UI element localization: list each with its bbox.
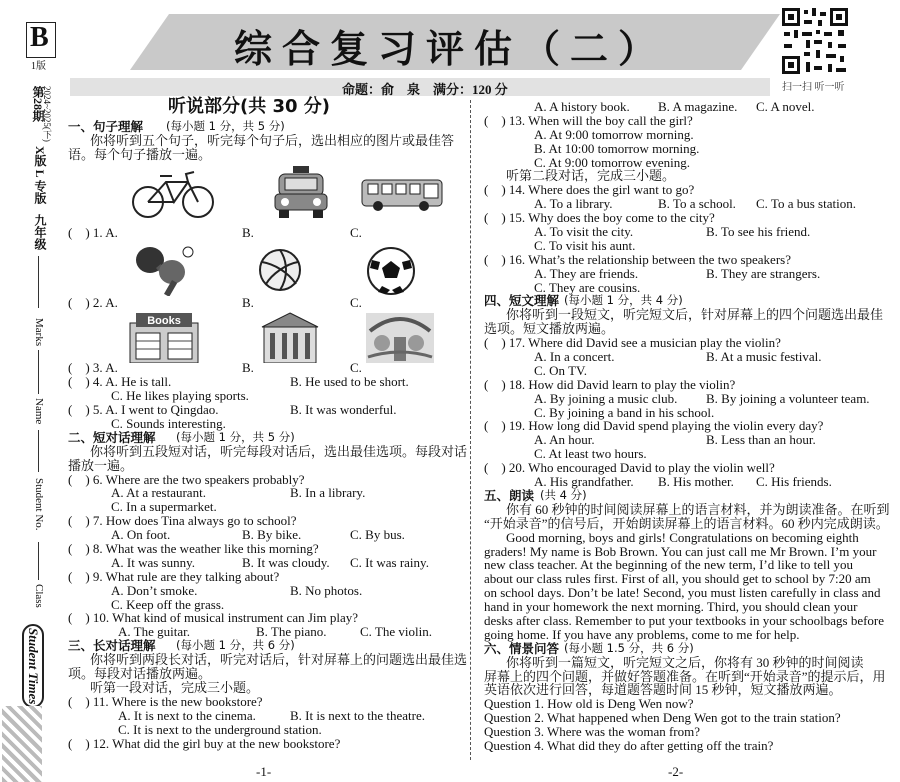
question-13-option-b: B. At 10:00 tomorrow morning. [534,140,700,156]
speaking-question: Question 3. Where was the woman from? [484,724,701,740]
question-3: ( ) 3. A. B. C. [68,360,362,376]
library-image [260,311,320,363]
question-6-options: A. At a restaurant. B. In a library. [111,485,366,501]
question-4: ( ) 4. A. He is tall. B. He used to be short. [68,374,409,390]
section-5-title: 五、朗读 (共 4 分) [484,487,587,503]
question-17-options: A. In a concert. B. At a music festival. [534,349,822,365]
football-image [366,246,416,296]
page-title: 综合复习评估（二） [233,27,666,71]
question-12-options: A. A history book. B. A magazine. C. A novel. [534,99,815,114]
section-6-desc: 屏幕上的四个问题，并做好答题准备。在听到“开始录音”的提示后，用 [484,668,886,684]
question-20: ( ) 20. Who encouraged David to play the violin well? [484,460,775,476]
question-17: ( ) 17. Where did David see a musician play the violin? [484,335,781,351]
section-1-title: 一、句子理解 (每小题 1 分，共 5 分) [68,119,285,134]
question-9-options: A. Don’t smoke. B. No photos. [111,582,363,598]
question-10: ( ) 10. What kind of musical instrument can Jim play? [68,610,359,626]
question-14: ( ) 14. Where does the girl want to go? [484,182,695,198]
question-16: ( ) 16. What’s the relationship between the two speakers? [484,251,791,267]
question-15-options: A. To visit the city. B. To see his friend. [534,224,811,240]
question-5: ( ) 5. A. I went to Qingdao. B. It was wonderful. [68,402,397,418]
question-11-options: A. It is next to the cinema. B. It is next to the theatre. [118,707,426,723]
passage-line: graders! My name is Bob Brown. You can just call me Mr Brown. I’m your [484,543,877,559]
question-12: ( ) 12. What did the girl buy at the new bookstore? [68,735,341,751]
section-2-desc: 播放一遍。 [68,457,134,473]
ping-pong-image [132,244,198,296]
student-no-label: Student No. [33,478,45,531]
question-1: ( ) 1. A. B. C. [68,224,362,240]
part-2-label: 听第二段对话，完成三小题。 [506,168,676,184]
qr-caption: 扫一扫 听一听 [782,82,845,93]
question-17-option-c: C. On TV. [534,362,587,378]
page-number-1: -1- [256,764,272,779]
question-10-options: A. The guitar. B. The piano. C. The violin. [118,624,432,640]
passage-line: Good morning, boys and girls! Congratulations on becoming eighth [506,529,859,545]
section-4-title: 四、短文理解 (每小题 1 分，共 4 分) [484,293,683,309]
page-number-2: -2- [668,764,684,779]
section-3-desc: 你将听到两段长对话，听完对话后，针对屏幕上的问题选出最佳选 [90,652,468,668]
corner-pattern [2,706,42,782]
question-13-option-a: A. At 9:00 tomorrow morning. [534,126,694,142]
question-15: ( ) 15. Why does the boy come to the city? [484,210,715,226]
section-3-desc: 项。每段对话播放两遍。 [68,666,212,682]
section-1-desc: 语。每个句子播放一遍。 [68,146,212,162]
bus-image [360,178,444,212]
left-column [68,96,468,751]
passage-line: desks after class. Remember to put your textbooks in your schoolbags before [484,612,885,628]
volleyball-image [258,248,302,292]
grade-label: 九年级 [33,214,47,250]
side-strip [0,0,58,782]
question-14-options: A. To a library. B. To a school. C. To a bus station. [534,196,856,212]
question-7: ( ) 7. How does Tina always go to school? [68,513,297,529]
question-8-options: A. It was sunny. B. It was cloudy. C. It was rainy. [111,554,429,570]
section-6-desc: 英语依次进行回答，每道题答题时间 15 秒钟，短文播放两遍。 [484,682,842,698]
speaking-question: Question 4. What did they do after getting off the train? [484,737,774,753]
passage-line: about our class rules first. First of all, you should get to school by 7:20 am [484,571,871,587]
section-6-title: 六、情景问答 (每小题 1.5 分，共 6 分) [484,640,694,656]
section-3-part1: 听第一段对话，完成三小题。 [90,679,260,695]
zoo-image [364,311,436,363]
question-11: ( ) 11. Where is the new bookstore? [68,693,263,709]
section-title: 听说部分(共 30 分) [168,96,331,117]
question-15-option-c: C. To visit his aunt. [534,237,636,253]
question-13-option-c: C. At 9:00 tomorrow evening. [534,154,690,170]
question-19-options: A. An hour. B. Less than an hour. [534,432,816,448]
question-20-options: A. His grandfather. B. His mother. C. His friends. [534,474,832,490]
column-divider [470,100,471,760]
section-6-desc: 你将听到一篇短文，听完短文之后，你将有 30 秒钟的时间阅读 [506,654,864,670]
question-18-option-c: C. By joining a band in his school. [534,404,715,420]
edition-sub: 1版 [31,61,46,72]
question-2: ( ) 2. A. B. C. [68,294,362,310]
passage-line: on school days. Don’t be late! Second, you must listen carefully in class and [484,585,881,601]
section-2-title: 二、短对话理解 (每小题 1 分，共 5 分) [68,429,295,445]
question-9: ( ) 9. What rule are they talking about? [68,568,280,584]
question-6-option-c: C. In a supermarket. [111,499,217,515]
speaking-question: Question 1. How old is Deng Wen now? [484,696,694,712]
question-4-option-c: C. He likes playing sports. [111,388,249,404]
question-19-option-c: C. At least two hours. [534,446,647,462]
question-7-options: A. On foot. B. By bike. C. By bus. [111,527,405,543]
section-4-desc: 选项。短文播放两遍。 [484,321,615,337]
section-3-title: 三、长对话理解 (每小题 1 分，共 6 分) [68,638,295,654]
meta-bar [70,78,770,96]
question-18-options: A. By joining a music club. B. By joining a volunteer team. [534,390,870,406]
question-16-options: A. They are friends. B. They are strangers. [534,265,821,281]
speaking-question: Question 2. What happened when Deng Wen got to the train station? [484,710,841,726]
version-label: X版 L 专版 [33,146,47,205]
section-4-desc: 你将听到一段短文，听完短文后，针对屏幕上的四个问题选出最佳 [506,307,884,323]
question-16-option-c: C. They are cousins. [534,279,641,295]
passage-line: new class teacher. At the beginning of the new term, I’d like to tell you [484,557,853,573]
passage-line: going home. If you have any problems, come to me for help. [484,626,800,642]
question-6: ( ) 6. Where are the two speakers probably? [68,471,305,487]
right-column [484,99,890,753]
class-label: Class [33,584,45,608]
question-11-option-c: C. It is next to the underground station. [118,721,322,737]
marks-label: Marks [33,318,45,347]
meta-text: 命题：俞 泉 满分：120 分 [342,82,508,97]
passage-line: hand in your homework the next morning. Third, you should clean your [484,599,858,615]
section-5-desc: 你有 60 秒钟的时间阅读屏幕上的语言材料，并为朗读准备。在听到 [506,501,890,517]
bookstore-image [128,311,200,363]
question-18: ( ) 18. How did David learn to play the violin? [484,376,736,392]
issue-label: 第28期 [31,86,45,122]
section-1-desc: 你将听到五个句子，听完每个句子后，选出相应的图片或最佳答 [90,132,455,148]
year-label: 2024~2025(下) [42,86,52,142]
section-5-desc: “开始录音”的信号后，开始朗读屏幕上的语言材料。60 秒内完成朗读。 [484,515,889,531]
name-label: Name [33,398,45,425]
bicycle-image [130,168,216,220]
question-19: ( ) 19. How long did David spend playing the violin every day? [484,418,824,434]
taxi-image [273,164,329,220]
svg-text:Books: Books [147,315,181,328]
section-2-desc: 你将听到五段短对话，听完每段对话后，选出最佳选项。每段对话 [90,443,468,459]
question-8: ( ) 8. What was the weather like this morning? [68,541,319,557]
question-5-option-c: C. Sounds interesting. [111,416,226,432]
edition-letter: B [30,22,49,53]
qr-code[interactable] [780,6,850,76]
question-13: ( ) 13. When will the boy call the girl? [484,112,693,128]
logo: Student Times [22,624,44,708]
question-9-option-c: C. Keep off the grass. [111,596,225,612]
